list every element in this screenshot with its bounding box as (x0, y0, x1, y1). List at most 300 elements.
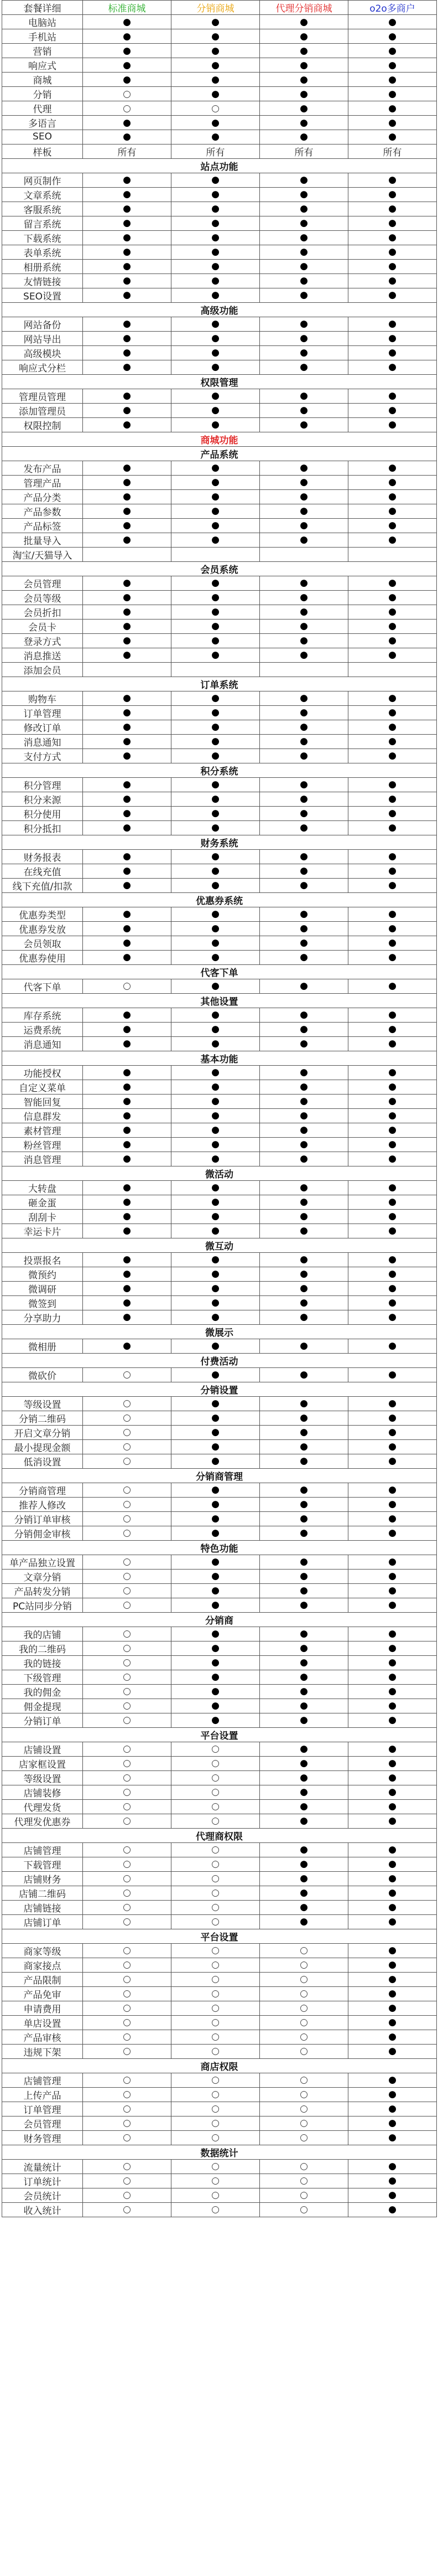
filled-dot-icon: ● (300, 1859, 308, 1870)
feature-cell (171, 576, 260, 590)
filled-dot-icon: ● (388, 275, 397, 286)
plan-distribution-mall: 分销商城 (171, 1, 260, 15)
filled-dot-icon: ● (388, 1844, 397, 1855)
filled-dot-icon: ● (211, 218, 220, 229)
feature-cell (83, 389, 171, 403)
feature-cell (83, 1583, 171, 1598)
feature-cell (171, 1713, 260, 1727)
filled-dot-icon: ● (388, 606, 397, 617)
filled-dot-icon: ● (388, 1859, 397, 1870)
feature-cell (83, 1310, 171, 1324)
feature-cell (348, 1958, 437, 1972)
feature-cell (260, 1310, 348, 1324)
feature-row (2, 533, 437, 547)
filled-dot-icon: ● (211, 923, 220, 934)
filled-dot-icon: ● (123, 793, 131, 804)
feature-cell (348, 878, 437, 892)
filled-dot-icon: ● (388, 1974, 397, 1985)
feature-label: 店铺装修 (2, 1785, 83, 1799)
filled-dot-icon: ● (388, 2161, 397, 2172)
filled-dot-icon: ● (388, 1758, 397, 1769)
filled-dot-icon: ● (300, 865, 308, 876)
filled-dot-icon: ● (211, 1715, 220, 1726)
filled-dot-icon: ● (211, 1369, 220, 1380)
feature-row (2, 820, 437, 835)
filled-dot-icon: ● (388, 1657, 397, 1668)
filled-dot-icon: ● (211, 390, 220, 401)
feature-row (2, 1339, 437, 1353)
feature-cell (260, 849, 348, 864)
feature-label: 留言系统 (2, 216, 83, 230)
filled-dot-icon: ● (211, 1700, 220, 1711)
filled-dot-icon: ● (300, 1700, 308, 1711)
feature-cell (171, 15, 260, 29)
feature-label: 下级管理 (2, 1670, 83, 1684)
feature-cell (348, 576, 437, 590)
filled-dot-icon: ● (123, 822, 131, 833)
feature-cell (260, 288, 348, 302)
hollow-circle-icon: ○ (123, 1513, 131, 1524)
filled-dot-icon: ● (300, 45, 308, 56)
feature-label: 消息通知 (2, 734, 83, 748)
feature-cell (260, 605, 348, 619)
feature-row (2, 1511, 437, 1526)
feature-cell (260, 1483, 348, 1497)
feature-row (2, 2015, 437, 2030)
feature-label: 会员卡 (2, 619, 83, 633)
feature-row (2, 2116, 437, 2130)
hollow-circle-icon: ○ (300, 1959, 308, 1970)
feature-label: 单店设置 (2, 2015, 83, 2030)
feature-label: 淘宝/天猫导入 (2, 547, 83, 561)
feature-cell (348, 691, 437, 705)
filled-dot-icon: ● (388, 477, 397, 488)
filled-dot-icon: ● (211, 30, 220, 42)
feature-label: 微预约 (2, 1267, 83, 1281)
feature-cell (83, 1454, 171, 1468)
feature-cell (260, 489, 348, 504)
hollow-circle-icon: ○ (123, 1455, 131, 1467)
feature-cell: 所有 (171, 144, 260, 158)
feature-cell (83, 1036, 171, 1051)
feature-cell (348, 605, 437, 619)
feature-row (2, 345, 437, 360)
filled-dot-icon: ● (300, 693, 308, 704)
filled-dot-icon: ● (388, 1988, 397, 1999)
feature-cell (260, 2159, 348, 2174)
filled-dot-icon: ● (211, 1412, 220, 1423)
feature-cell (260, 101, 348, 116)
feature-label: 响应式 (2, 58, 83, 73)
feature-cell (260, 116, 348, 130)
feature-cell (171, 1900, 260, 1914)
feature-label: 文章分销 (2, 1569, 83, 1583)
filled-dot-icon: ● (388, 1513, 397, 1524)
feature-cell (260, 1799, 348, 1814)
feature-cell (348, 216, 437, 230)
filled-dot-icon: ● (123, 808, 131, 819)
section-title: 商城功能 (2, 432, 437, 446)
feature-cell (171, 921, 260, 936)
section-title: 平台设置 (2, 1929, 437, 1943)
filled-dot-icon: ● (388, 1268, 397, 1279)
feature-label: 智能回复 (2, 1094, 83, 1108)
filled-dot-icon: ● (300, 635, 308, 646)
filled-dot-icon: ● (300, 621, 308, 632)
feature-cell (171, 1511, 260, 1526)
feature-cell (171, 1137, 260, 1152)
filled-dot-icon: ● (211, 1671, 220, 1682)
feature-row (2, 1842, 437, 1857)
feature-cell (348, 1252, 437, 1267)
feature-cell (83, 1367, 171, 1382)
feature-row (2, 1411, 437, 1425)
filled-dot-icon: ● (211, 750, 220, 761)
feature-cell (171, 1569, 260, 1583)
feature-cell (260, 1267, 348, 1281)
feature-cell (260, 230, 348, 245)
feature-cell (171, 73, 260, 87)
feature-cell (171, 1295, 260, 1310)
filled-dot-icon: ● (388, 577, 397, 588)
feature-cell (83, 1871, 171, 1886)
hollow-circle-icon: ○ (123, 102, 131, 114)
feature-cell (171, 979, 260, 993)
filled-dot-icon: ● (388, 721, 397, 732)
feature-cell (83, 2174, 171, 2188)
filled-dot-icon: ● (123, 16, 131, 28)
filled-dot-icon: ● (388, 1801, 397, 1812)
feature-cell (260, 1684, 348, 1699)
filled-dot-icon: ● (300, 750, 308, 761)
hollow-circle-icon: ○ (123, 2089, 131, 2100)
filled-dot-icon: ● (211, 822, 220, 833)
hollow-circle-icon: ○ (123, 1556, 131, 1567)
filled-dot-icon: ● (300, 1441, 308, 1452)
hollow-circle-icon: ○ (211, 2017, 220, 2028)
section-title: 权限管理 (2, 374, 437, 389)
filled-dot-icon: ● (388, 1815, 397, 1826)
feature-cell (171, 1080, 260, 1094)
filled-dot-icon: ● (211, 117, 220, 128)
feature-label: 下载系统 (2, 230, 83, 245)
feature-cell (260, 1842, 348, 1857)
filled-dot-icon: ● (388, 74, 397, 85)
feature-cell (348, 73, 437, 87)
feature-label: 店家框设置 (2, 1756, 83, 1770)
feature-cell (348, 1224, 437, 1238)
feature-cell (348, 403, 437, 417)
feature-cell (171, 1339, 260, 1353)
filled-dot-icon: ● (300, 707, 308, 718)
feature-cell (83, 907, 171, 921)
hollow-circle-icon: ○ (211, 2046, 220, 2057)
feature-row (2, 1281, 437, 1295)
filled-dot-icon: ● (211, 462, 220, 473)
filled-dot-icon: ● (123, 275, 131, 286)
section-header-row (2, 1540, 437, 1555)
filled-dot-icon: ● (388, 1297, 397, 1308)
feature-cell (260, 2015, 348, 2030)
feature-cell (260, 1137, 348, 1152)
feature-row (2, 317, 437, 331)
feature-label: 佣金提现 (2, 1699, 83, 1713)
feature-cell (348, 1526, 437, 1540)
feature-cell (171, 1267, 260, 1281)
filled-dot-icon: ● (388, 1585, 397, 1596)
feature-cell (83, 1281, 171, 1295)
filled-dot-icon: ● (211, 16, 220, 28)
filled-dot-icon: ● (388, 1772, 397, 1783)
feature-cell (83, 878, 171, 892)
feature-label: 开启文章分销 (2, 1425, 83, 1439)
feature-row (2, 1641, 437, 1655)
feature-cell (83, 1655, 171, 1670)
feature-row (2, 1497, 437, 1511)
feature-label: 订单管理 (2, 705, 83, 720)
feature-label: 自定义菜单 (2, 1080, 83, 1094)
feature-cell (260, 1886, 348, 1900)
hollow-circle-icon: ○ (211, 1988, 220, 1999)
filled-dot-icon: ● (123, 1254, 131, 1265)
feature-label: 等级设置 (2, 1396, 83, 1411)
feature-cell (83, 1770, 171, 1785)
filled-dot-icon: ● (211, 808, 220, 819)
feature-row (2, 216, 437, 230)
section-title: 高级功能 (2, 302, 437, 317)
feature-cell (348, 1065, 437, 1080)
feature-cell (83, 331, 171, 345)
feature-cell (171, 2130, 260, 2145)
feature-cell (348, 1439, 437, 1454)
feature-cell (260, 1036, 348, 1051)
feature-cell (83, 1180, 171, 1195)
filled-dot-icon: ● (300, 477, 308, 488)
filled-dot-icon: ● (300, 1081, 308, 1092)
feature-cell (260, 345, 348, 360)
feature-label: 财务管理 (2, 2130, 83, 2145)
feature-cell (171, 1627, 260, 1641)
feature-cell (171, 907, 260, 921)
feature-label: 财务报表 (2, 849, 83, 864)
feature-cell (83, 504, 171, 518)
filled-dot-icon: ● (123, 908, 131, 920)
section-title: 产品系统 (2, 446, 437, 461)
filled-dot-icon: ● (211, 1038, 220, 1049)
section-header-row (2, 1382, 437, 1396)
filled-dot-icon: ● (388, 246, 397, 257)
filled-dot-icon: ● (300, 1787, 308, 1798)
feature-label: 分销 (2, 87, 83, 101)
feature-row (2, 504, 437, 518)
feature-label: 产品分类 (2, 489, 83, 504)
section-header-row (2, 1051, 437, 1065)
filled-dot-icon: ● (388, 1153, 397, 1164)
feature-cell (260, 1655, 348, 1670)
hollow-circle-icon: ○ (300, 2074, 308, 2085)
feature-cell (348, 1180, 437, 1195)
feature-label: 积分管理 (2, 777, 83, 792)
filled-dot-icon: ● (300, 1628, 308, 1639)
feature-cell (260, 1367, 348, 1382)
filled-dot-icon: ● (388, 2002, 397, 2014)
feature-cell (171, 1065, 260, 1080)
feature-label: 优惠券类型 (2, 907, 83, 921)
feature-cell (171, 461, 260, 475)
filled-dot-icon: ● (388, 1211, 397, 1222)
feature-cell (260, 576, 348, 590)
feature-cell (83, 633, 171, 648)
filled-dot-icon: ● (300, 1096, 308, 1107)
feature-cell (260, 1425, 348, 1439)
filled-dot-icon: ● (388, 1196, 397, 1207)
feature-cell (260, 547, 348, 561)
feature-row (2, 1569, 437, 1583)
feature-label: 粉丝管理 (2, 1137, 83, 1152)
hollow-circle-icon: ○ (300, 1988, 308, 1999)
feature-cell (260, 1439, 348, 1454)
filled-dot-icon: ● (388, 1916, 397, 1927)
section-header-row (2, 302, 437, 317)
filled-dot-icon: ● (211, 261, 220, 272)
feature-cell (83, 1152, 171, 1166)
feature-cell (83, 116, 171, 130)
filled-dot-icon: ● (388, 1110, 397, 1121)
hollow-circle-icon: ○ (123, 2002, 131, 2014)
feature-cell (260, 1756, 348, 1770)
feature-cell (348, 648, 437, 662)
feature-cell (171, 1526, 260, 1540)
filled-dot-icon: ● (300, 1254, 308, 1265)
feature-cell (260, 130, 348, 144)
feature-cell (260, 2001, 348, 2015)
filled-dot-icon: ● (388, 865, 397, 876)
feature-row (2, 1224, 437, 1238)
filled-dot-icon: ● (211, 419, 220, 430)
feature-row (2, 1857, 437, 1871)
hollow-circle-icon: ○ (300, 2031, 308, 2042)
feature-row (2, 1295, 437, 1310)
feature-row (2, 2102, 437, 2116)
feature-cell (348, 936, 437, 950)
feature-row (2, 1958, 437, 1972)
feature-label: 商家接点 (2, 1958, 83, 1972)
feature-label: 电脑站 (2, 15, 83, 29)
filled-dot-icon: ● (388, 2074, 397, 2085)
feature-cell: 所有 (83, 144, 171, 158)
filled-dot-icon: ● (300, 808, 308, 819)
filled-dot-icon: ● (123, 390, 131, 401)
feature-cell (171, 820, 260, 835)
filled-dot-icon: ● (300, 174, 308, 185)
feature-label: 商家等级 (2, 1943, 83, 1958)
filled-dot-icon: ● (300, 1297, 308, 1308)
feature-row (2, 1627, 437, 1641)
feature-cell (260, 1497, 348, 1511)
feature-cell (348, 1367, 437, 1382)
feature-cell (83, 1641, 171, 1655)
feature-label: 分销商管理 (2, 1483, 83, 1497)
filled-dot-icon: ● (211, 1283, 220, 1294)
filled-dot-icon: ● (388, 937, 397, 948)
feature-cell (171, 187, 260, 202)
feature-cell (260, 691, 348, 705)
filled-dot-icon: ● (211, 1211, 220, 1222)
filled-dot-icon: ● (211, 707, 220, 718)
feature-label: 消息通知 (2, 1036, 83, 1051)
filled-dot-icon: ● (388, 1081, 397, 1092)
filled-dot-icon: ● (123, 592, 131, 603)
feature-cell (171, 360, 260, 374)
filled-dot-icon: ● (388, 1412, 397, 1423)
filled-dot-icon: ● (211, 362, 220, 373)
filled-dot-icon: ● (300, 1110, 308, 1121)
filled-dot-icon: ● (211, 1268, 220, 1279)
feature-cell (171, 1857, 260, 1871)
feature-cell (171, 2044, 260, 2058)
feature-cell (171, 2159, 260, 2174)
feature-cell (83, 2130, 171, 2145)
feature-row (2, 259, 437, 273)
feature-cell (260, 1943, 348, 1958)
feature-cell (171, 288, 260, 302)
feature-cell (83, 187, 171, 202)
feature-cell (83, 1295, 171, 1310)
filled-dot-icon: ● (388, 592, 397, 603)
feature-cell (83, 936, 171, 950)
filled-dot-icon: ● (388, 1254, 397, 1265)
feature-cell (83, 15, 171, 29)
feature-cell (348, 2159, 437, 2174)
feature-cell (348, 820, 437, 835)
filled-dot-icon: ● (211, 189, 220, 200)
feature-cell (83, 648, 171, 662)
section-title: 基本功能 (2, 1051, 437, 1065)
feature-label: 店铺链接 (2, 1900, 83, 1914)
filled-dot-icon: ● (388, 1427, 397, 1438)
filled-dot-icon: ● (123, 1268, 131, 1279)
feature-cell (348, 1655, 437, 1670)
feature-row (2, 576, 437, 590)
hollow-circle-icon: ○ (123, 2074, 131, 2085)
feature-row (2, 648, 437, 662)
filled-dot-icon: ● (123, 117, 131, 128)
feature-cell (348, 1195, 437, 1209)
filled-dot-icon: ● (388, 1671, 397, 1682)
filled-dot-icon: ● (300, 1643, 308, 1654)
hollow-circle-icon: ○ (211, 2089, 220, 2100)
feature-cell (260, 518, 348, 533)
filled-dot-icon: ● (388, 534, 397, 545)
section-header-row (2, 964, 437, 979)
hollow-circle-icon: ○ (211, 1815, 220, 1826)
hollow-circle-icon: ○ (211, 2074, 220, 2085)
plan-standard-mall: 标准商城 (83, 1, 171, 15)
feature-cell (171, 2202, 260, 2217)
feature-cell (260, 29, 348, 44)
filled-dot-icon: ● (300, 1758, 308, 1769)
filled-dot-icon: ● (211, 1657, 220, 1668)
feature-label: 刮刮卡 (2, 1209, 83, 1224)
hollow-circle-icon: ○ (123, 1772, 131, 1783)
feature-cell (83, 2015, 171, 2030)
filled-dot-icon: ● (388, 59, 397, 71)
filled-dot-icon: ● (388, 30, 397, 42)
feature-cell (171, 547, 260, 561)
feature-row (2, 633, 437, 648)
feature-cell (171, 403, 260, 417)
filled-dot-icon: ● (123, 419, 131, 430)
